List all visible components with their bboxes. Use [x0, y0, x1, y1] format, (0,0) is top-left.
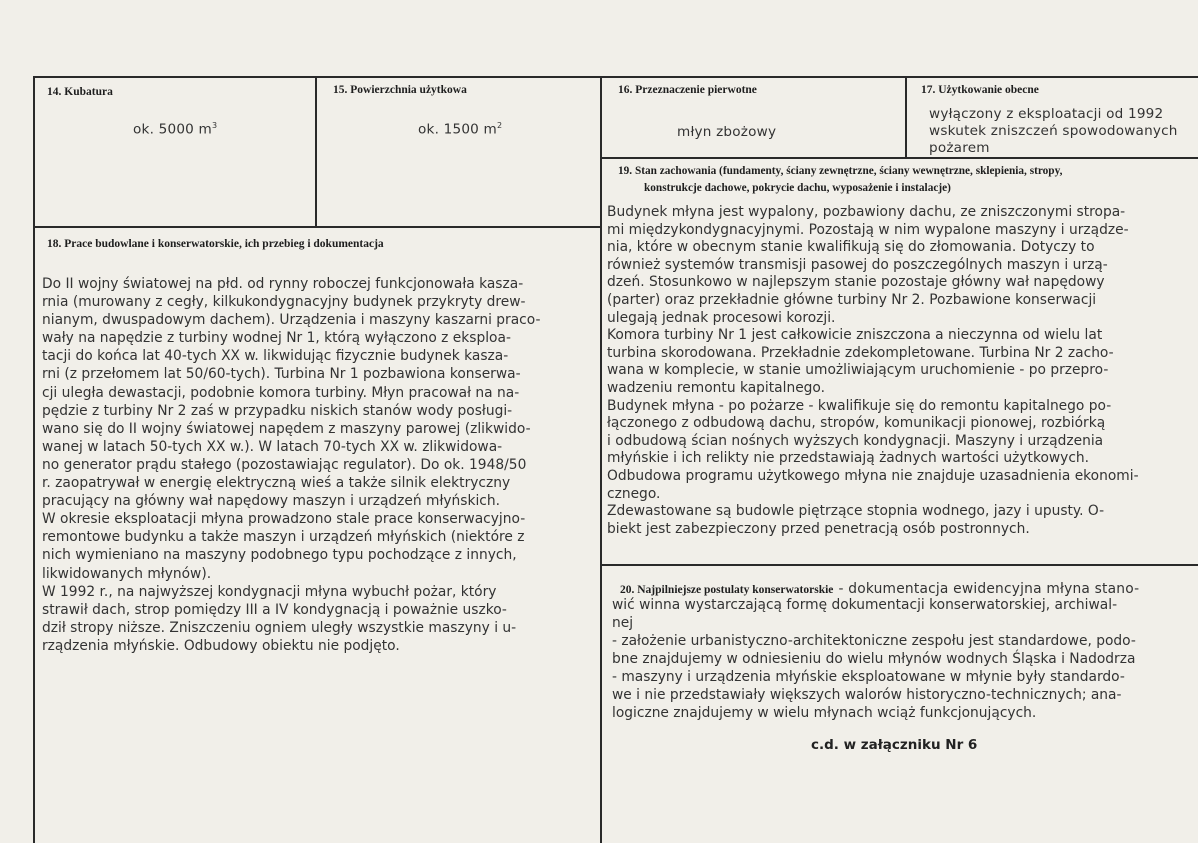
- stan-line: młyńskie i ich relikty nie przedstawiają żadnych wartości użytkowych.: [607, 450, 1090, 467]
- stan-line: dzeń. Stosunkowo w najlepszym stanie pozostaje główny wał napędowy: [607, 274, 1105, 291]
- prace-line: remontowe budynku a także maszyn i urządzeń młyńskich (niektóre z: [42, 529, 525, 546]
- prace-line: Do II wojny światowej na płd. od rynny roboczej funkcjonowała kaszа-: [42, 276, 524, 292]
- prace-line: r. zaopatrywał w energię elektryczną wieś a także silnik elektryczny: [42, 475, 511, 492]
- prace-line: no generator prądu stałego (pozostawiając regulator). Do ok. 1948/50: [42, 456, 527, 473]
- uzytkowanie-line: pożarem: [929, 140, 990, 156]
- stan-text: [607, 204, 1191, 538]
- stan-line: nia, które w obecnym stanie kwalifikują się do złomowania. Dotyczy to: [607, 239, 1095, 256]
- stan-line: biekt jest zabezpieczony przed penetracją osób postronnych.: [607, 520, 1030, 537]
- postulaty-line: - maszyny i urządzenia młyńskie eksploatowane w młynie były standardo-: [612, 669, 1125, 685]
- prace-line: tacji do końca lat 40-tych XX w. likwidując fizycznie budynek kasza-: [42, 348, 509, 365]
- stan-line: Odbudowa programu użytkowego młyna nie znajduje uzasadnienia ekonomi-: [607, 467, 1139, 484]
- stan-line: Budynek młyna - po pożarze - kwalifikuje się do remontu kapitalnego po-: [607, 397, 1112, 414]
- stan-line: turbina skorodowana. Przekładnie zdekompletowane. Turbina Nr 2 zacho-: [607, 344, 1114, 361]
- prace-line: nich wymieniano na maszyny podobnego typu pochodzące z innych,: [42, 547, 517, 564]
- postulaty-line: bne znajdujemy w odniesieniu do wielu młynów wodnych Śląska i Nadodrza: [612, 651, 1136, 667]
- powierzchnia-value: [418, 121, 502, 138]
- prace-text: [42, 275, 582, 655]
- postulaty-line: we i nie przedstawiały większych walorów historyczno-technicznych; ana-: [612, 687, 1122, 703]
- right-row2-divider-line: [601, 564, 1198, 566]
- postulaty-line: nej: [612, 615, 634, 631]
- stan-label-line2: konstrukcje dachowe, pokrycie dachu, wyposażenie i instalacje): [644, 182, 951, 194]
- uzytkowanie-value: [929, 106, 1198, 156]
- powierzchnia-label: 15. Powierzchnia użytkowa: [333, 84, 467, 96]
- postulaty-first-row: [620, 578, 1139, 597]
- stan-line: mi międzykondygnacyjnymi. Pozostają w nim wypalone maszyny i urządze-: [607, 221, 1129, 238]
- postulaty-line: - założenie urbanistyczno-architektoniczne zespołu jest standardowe, podo-: [612, 633, 1136, 649]
- postulaty-label: 20. Najpilniejsze postulaty konserwatorskie: [620, 584, 834, 596]
- prace-line: pracujący na główny wał napędowy maszyn i urządzeń młyńskich.: [42, 493, 501, 510]
- postulaty-line: wić winna wystarczającą formę dokumentacji konserwatorskiej, archiwal-: [612, 597, 1118, 613]
- kubatura-number: ok. 5000 m: [133, 121, 212, 138]
- prace-line: wanej w latach 50-tych XX w.). W latach 70-tych XX w. zlikwidowa-: [42, 438, 503, 455]
- row1-divider-line: [33, 226, 601, 228]
- powierzchnia-number: ok. 1500 m: [418, 121, 497, 138]
- col2-divider-line: [600, 76, 602, 843]
- prace-line: pędzie z turbiny Nr 2 zaś w przypadku niskich stanów wody posługi-: [42, 402, 513, 419]
- stan-line: Budynek młyna jest wypalony, pozbawiony dachu, ze zniszczonymi stropa-: [607, 204, 1126, 220]
- prace-label: 18. Prace budowlane i konserwatorskie, ich przebieg i dokumentacja: [47, 238, 384, 250]
- prace-line: rnia (murowany z cegły, kilkukondygnacyjny budynek przykryty drew-: [42, 294, 526, 311]
- postulaty-text: [612, 596, 1192, 722]
- left-border-line: [33, 76, 35, 843]
- right-row1-divider-line: [601, 157, 1198, 159]
- prace-line: strawił dach, strop pomiędzy III a IV kondygnacją i poważnie uszko-: [42, 601, 507, 618]
- kubatura-value: [133, 121, 217, 138]
- uzytkowanie-line: wyłączony z eksploatacji od 1992: [929, 106, 1164, 122]
- powierzchnia-unit-sup: 2: [497, 121, 503, 130]
- prace-line: wano się do II wojny światowej napędem z maszyny parowej (zlikwido-: [42, 420, 531, 437]
- postulaty-line: logiczne znajdujemy w wielu młynach wciąż funkcjonujących.: [612, 705, 1037, 721]
- col1-divider-line: [315, 76, 317, 227]
- przeznaczenie-label: 16. Przeznaczenie pierwotne: [618, 84, 757, 96]
- kubatura-label: 14. Kubatura: [47, 86, 113, 98]
- prace-line: W 1992 r., na najwyższej kondygnacji młyna wybuchł pożar, który: [42, 583, 497, 600]
- prace-line: likwidowanych młynów).: [42, 565, 212, 582]
- uzytkowanie-line: wskutek zniszczeń spowodowanych: [929, 123, 1178, 139]
- stan-line: Zdewastowane są budowle piętrzące stopnia wodnego, jazy i upusty. O-: [607, 503, 1105, 520]
- prace-line: cji uległa dewastacji, podobnie komora turbiny. Młyn pracował na na-: [42, 384, 520, 401]
- prace-line: rządzenia młyńskie. Odbudowy obiektu nie podjęto.: [42, 637, 400, 654]
- stan-line: ulegają jednak procesowi korozji.: [607, 309, 836, 326]
- stan-line: i odbudową ścian nośnych wyższych kondygnacji. Maszyny i urządzenia: [607, 432, 1104, 449]
- postulaty-first-line: - dokumentacja ewidencyjna młyna stano-: [838, 581, 1140, 597]
- uzytkowanie-label: 17. Użytkowanie obecne: [921, 84, 1039, 96]
- stan-line: cznego.: [607, 485, 661, 502]
- prace-line: dził stropy niższe. Zniszczeniu ogniem uległy wszystkie maszyny i u-: [42, 619, 517, 636]
- stan-line: Komora turbiny Nr 1 jest całkowicie zniszczona a nieczynna od wielu lat: [607, 327, 1103, 344]
- kubatura-unit-sup: 3: [212, 121, 218, 130]
- prace-line: nianym, dwuspadowym dachem). Urządzenia i maszyny kaszarni praco-: [42, 312, 541, 329]
- stan-line: wadzeniu remontu kapitalnego.: [607, 379, 826, 396]
- col3-divider-line: [905, 76, 907, 158]
- stan-line: również systemów transmisji pasowej do poszczególnych maszyn i urzą-: [607, 256, 1108, 273]
- prace-line: wały na napędzie z turbiny wodnej Nr 1, którą wyłączono z eksploa-: [42, 330, 511, 347]
- postulaty-continuation: c.d. w załączniku Nr 6: [811, 737, 978, 753]
- stan-line: (parter) oraz przekładnie główne turbiny Nr 2. Pozbawione konserwacji: [607, 291, 1097, 308]
- top-border-line: [33, 76, 1198, 78]
- prace-line: W okresie eksploatacji młyna prowadzono stale prace konserwacyjno-: [42, 511, 526, 528]
- prace-line: rni (z przełomem lat 50/60-tych). Turbina Nr 1 pozbawiona konserwa-: [42, 366, 521, 383]
- stan-label-line1: 19. Stan zachowania (fundamenty, ściany zewnętrzne, ściany wewnętrzne, sklepienia, stropy,: [618, 165, 1063, 177]
- stan-line: wana w komplecie, w stanie umożliwiającym uruchomienie - po przepro-: [607, 362, 1109, 379]
- stan-line: łączonego z odbudową dachu, stropów, komunikacji pionowej, rozbiórką: [607, 415, 1106, 432]
- przeznaczenie-value: młyn zbożowy: [677, 124, 777, 140]
